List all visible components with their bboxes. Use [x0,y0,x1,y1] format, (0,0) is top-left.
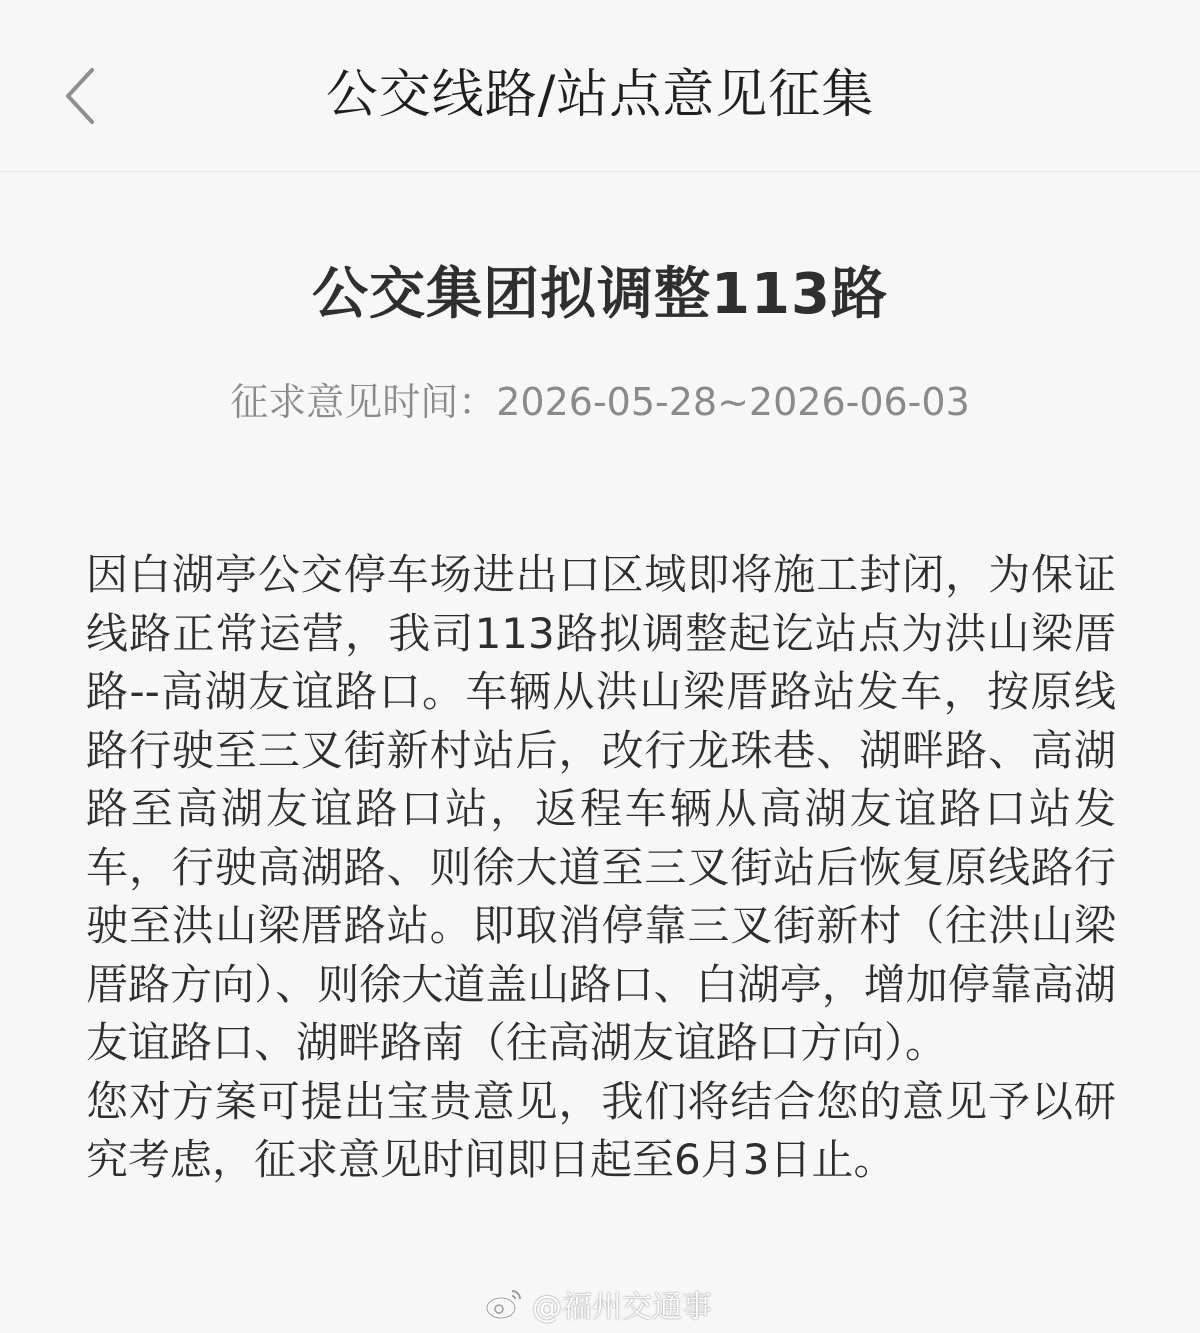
body-paragraph: 因白湖亭公交停车场进出口区域即将施工封闭，为保证线路正常运营，我司113路拟调整起讫站点为洪山梁厝路--高湖友谊路口。车辆从洪山梁厝路站发车，按原线路行驶至三叉街新村站后，改行龙珠巷、湖畔路、高湖路至高湖友谊路口站，返程车辆从高湖友谊路口站发车，行驶高湖路、则徐大道至三叉街站后恢复原线路行驶至洪山梁厝路站。即取消停靠三叉街新村（往洪山梁厝路方向）、则徐大道盖山路口、白湖亭，增加停靠高湖友谊路口、湖畔路南（往高湖友谊路口方向）。 [86,550,1116,1067]
page-title: 公交线路/站点意见征集 [325,65,875,125]
watermark [484,1278,712,1330]
watermark-text: @福州交通事 [532,1290,712,1325]
notice-body [86,546,1116,1190]
weibo-logo-icon [484,1287,524,1321]
navigation-bar [0,0,1200,172]
notice-title: 公交集团拟调整113路 [312,262,888,327]
comment-period: 征求意见时间：2026-05-28~2026-06-03 [230,380,970,424]
body-paragraph: 您对方案可提出宝贵意见，我们将结合您的意见予以研究考虑，征求意见时间即日起至6月3日止。 [86,1076,1116,1184]
notice-content [0,172,1200,1333]
